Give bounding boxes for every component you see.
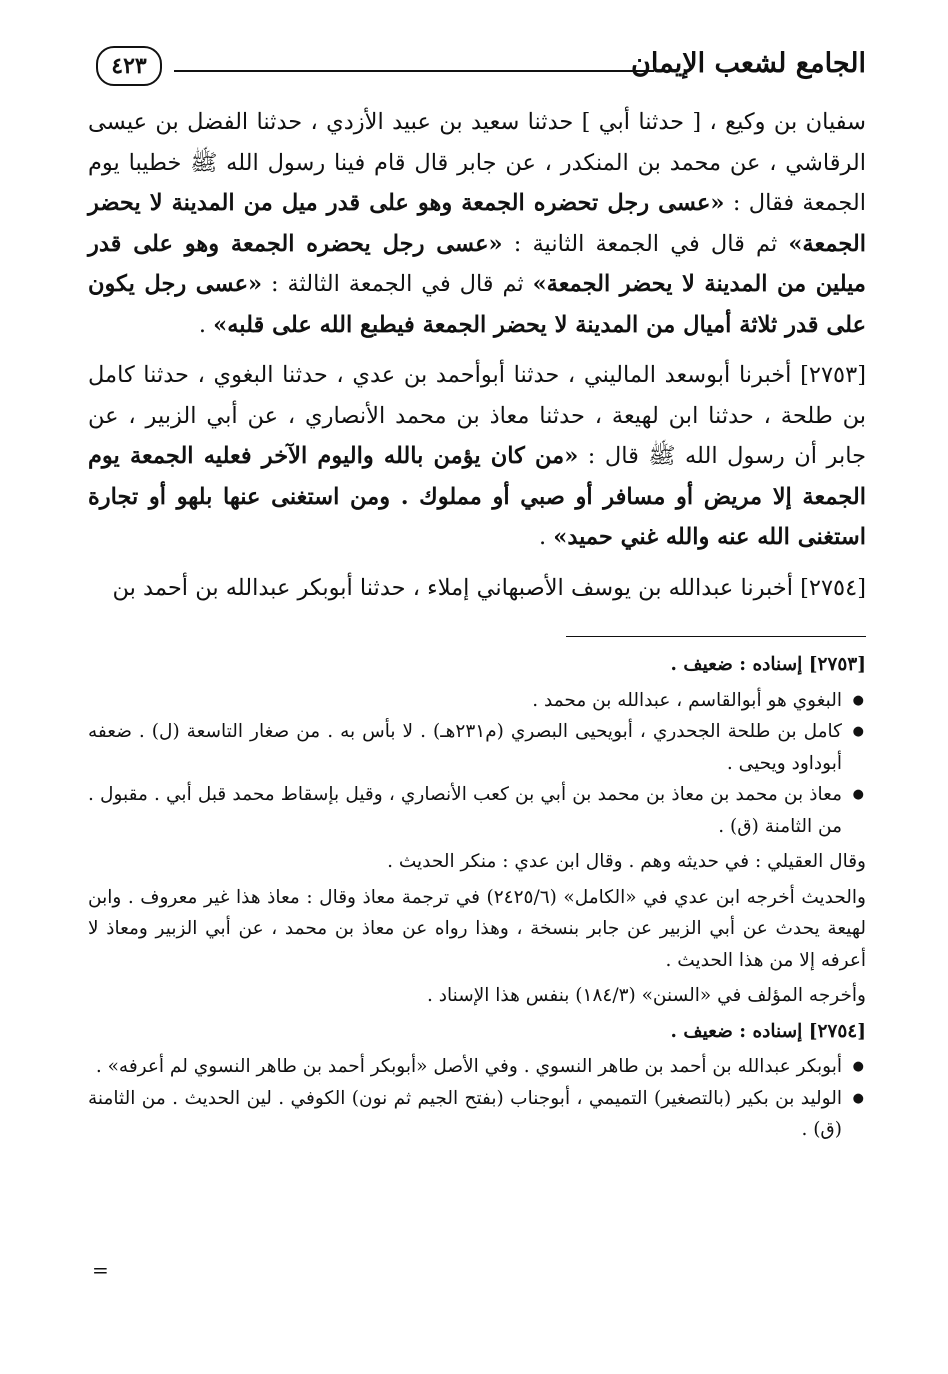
running-header — [88, 40, 866, 102]
narration-text: سفيان بن وكيع ، [ حدثنا أبي ] حدثنا سعيد بن عبيد الأزدي ، حدثنا الفضل بن عيسى الرقاشي ، عن محمد بن المنكدر ، عن جابر قال قام فينا رسول الله ﷺ خطيبا يوم الجمعة فقال : — [88, 109, 866, 216]
narration-text: ثم قال في الجمعة الثالثة : — [262, 271, 533, 297]
main-text — [88, 102, 866, 608]
footnote-2754-heading: [٢٧٥٤] إسناده : ضعيف . — [670, 1020, 866, 1042]
hadith-quote: «عسى رجل يكون على قدر ثلاثة أميال من المدينة لا يحضر الجمعة فيطبع الله على قلبه» — [88, 271, 866, 338]
footnote-paragraph: وقال العقيلي : في حديثه وهم . وقال ابن عدي : منكر الحديث . — [387, 851, 866, 872]
page-number-badge: ٤٢٣ — [96, 46, 162, 86]
hadith-2754: [٢٧٥٤] أخبرنا عبدالله بن يوسف الأصبهاني إملاء ، حدثنا أبوبكر عبدالله بن أحمد بن — [112, 574, 866, 601]
hadith-quote: «من كان يؤمن بالله واليوم الآخر فعليه الجمعة يوم الجمعة إلا مريض أو مسافر أو صبي أو مملوك . ومن استغنى عنها بلهو أو تجارة استغنى الله عنه والله غني حميد» — [88, 443, 866, 550]
list-item: ● معاذ بن محمد بن معاذ بن محمد بن أبي بن كعب الأنصاري ، وقيل بإسقاط محمد قبل أبي . مقبول . من الثامنة (ق) . — [88, 779, 842, 842]
header-rule — [174, 70, 654, 72]
footnote-paragraph: والحديث أخرجه ابن عدي في «الكامل» (٢٤٢٥/٦) في ترجمة معاذ وقال : معاذ هذا غير معروف . وابن لهيعة يحدث عن أبي الزبير عن جابر بنسخة ، وهذا رواه عن معاذ بن محمد ، عن أبي الزبير ومعاذ لا أعرفه إلا من هذا الحديث . — [88, 886, 866, 971]
footnote-2753-list — [88, 685, 866, 843]
continuation-mark: = — [92, 1258, 109, 1282]
list-item: ● أبوبكر عبدالله بن أحمد بن طاهر النسوي . وفي الأصل «أبوبكر أحمد بن طاهر النسوي لم أعرفه» . — [88, 1051, 842, 1083]
footnote-paragraph: وأخرجه المؤلف في «السنن» (١٨٤/٣) بنفس هذا الإسناد . — [426, 985, 866, 1006]
footnote-separator — [566, 636, 866, 637]
hadith-quote: «عسى رجل يحضره الجمعة وهو على قدر ميلين من المدينة لا يحضر الجمعة» — [88, 230, 866, 297]
list-item: ● البغوي هو أبوالقاسم ، عبدالله بن محمد . — [88, 685, 842, 717]
hadith-quote: «عسى رجل تحضره الجمعة وهو على قدر ميل من المدينة لا يحضر الجمعة» — [88, 190, 866, 257]
hadith-2753 — [88, 355, 866, 558]
narration-text: [٢٧٥٣] أخبرنا أبوسعد الماليني ، حدثنا أبوأحمد بن عدي ، حدثنا البغوي ، حدثنا كامل بن طلحة ، حدثنا ابن لهيعة ، حدثنا معاذ بن محمد الأنصاري ، عن أبي الزبير ، عن جابر أن رسول الله ﷺ قال : — [88, 362, 866, 469]
hadith-paragraph — [88, 102, 866, 345]
footnote-2753-heading: [٢٧٥٣] إسناده : ضعيف . — [670, 654, 866, 675]
narration-text: . — [198, 311, 214, 338]
narration-text: . — [538, 524, 554, 550]
list-item: ● كامل بن طلحة الجحدري ، أبويحيى البصري (م٢٣١هـ) . لا بأس به . من صغار التاسعة (ل) . ضعفه أبوداود ويحيى . — [88, 716, 842, 779]
footnote-2754-list — [88, 1051, 866, 1146]
narration-text: ثم قال في الجمعة الثانية : — [502, 230, 789, 257]
footnotes — [88, 649, 866, 1146]
book-page — [88, 40, 866, 1150]
list-item: ● الوليد بن بكير (بالتصغير) التميمي ، أبوجناب (بفتح الجيم ثم نون) الكوفي . لين الحديث . من الثامنة (ق) . — [88, 1083, 842, 1146]
book-title: الجامع لشعب الإيمان — [631, 48, 866, 79]
